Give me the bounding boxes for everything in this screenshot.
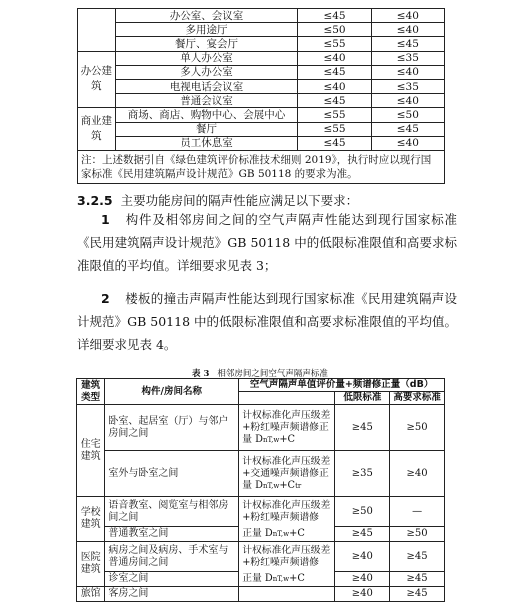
table-row (77, 497, 445, 527)
table-row (78, 94, 445, 108)
table-cell (78, 9, 116, 52)
quantity-cell: 正量 DnT,w+C (239, 572, 335, 587)
quantity-cell: 计权标准化声压级差+交通噪声频谱修正量 DnT,w+Ctr (239, 451, 335, 497)
table-cell: ≤50 (298, 23, 371, 37)
table-note-row (78, 150, 445, 183)
caption-title: 相邻房间之间空气声隔声标准 (217, 369, 328, 379)
category-cell: 医院建筑 (77, 542, 105, 587)
section-heading (77, 191, 358, 209)
table-row (77, 405, 445, 451)
table-row (78, 108, 445, 122)
table-cell: ≤40 (298, 79, 371, 93)
quantity-cell (239, 587, 335, 602)
table-cell: ≥50 (335, 497, 390, 527)
item-text: 楼板的撞击声隔声性能达到现行国家标准《民用建筑隔声设计规范》GB 50118 中的低限标准限值和高要求标准限值的平均值。详细要求见表 4。 (77, 291, 457, 352)
header-row (77, 379, 445, 392)
table-row (78, 37, 445, 51)
table-row (78, 9, 445, 23)
table-cell: 卧室、起居室（厅）与邻户房间之间 (105, 405, 239, 451)
quantity-cell: 计权标准化声压级差+粉红噪声频谱修 (239, 497, 335, 527)
table-cell: 员工休息室 (115, 136, 298, 150)
quantity-cell: 计权标准化声压级差+粉红噪声频谱修正量 DnT,w+C (239, 405, 335, 451)
table-cell: 普通会议室 (115, 94, 298, 108)
table-cell: ≤45 (298, 65, 371, 79)
table-row (77, 451, 445, 497)
table-cell: ≤35 (371, 79, 444, 93)
table-cell: ≥50 (390, 405, 445, 451)
table-cell: ≤45 (298, 94, 371, 108)
table-row (78, 136, 445, 150)
item-text: 构件及相邻房间之间的空气声隔声性能达到现行国家标准《民用建筑隔声设计规范》GB 50118 中的低限标准限值和高要求标准限值的平均值。详细要求见表 3； (77, 212, 457, 273)
table-cell: ≤45 (371, 37, 444, 51)
table-cell: ≥45 (390, 572, 445, 587)
caption-number: 表 3 (192, 369, 210, 379)
table-cell: 单人办公室 (115, 51, 298, 65)
table-cell: 普通教室之间 (105, 527, 239, 542)
header-blank (239, 392, 335, 405)
table-cell: ≥45 (390, 542, 445, 572)
table-cell: ≥40 (335, 542, 390, 572)
table-row (78, 65, 445, 79)
table-note: 注：上述数据引自《绿色建筑评价标准技术细则 2019》，执行时应以现行国家标准《民用建筑隔声设计规范》GB 50118 的要求为准。 (78, 150, 445, 183)
table-cell: 商场、商店、购物中心、会展中心 (115, 108, 298, 122)
category-cell: 住宅建筑 (77, 405, 105, 497)
header-type: 建筑类型 (77, 379, 105, 405)
table-row (78, 122, 445, 136)
section-title: 主要功能房间的隔声性能应满足以下要求： (120, 193, 359, 208)
table-cell: ≤40 (371, 9, 444, 23)
table-cell: 多人办公室 (115, 65, 298, 79)
category-cell: 商业建筑 (78, 108, 116, 151)
table-row (78, 79, 445, 93)
table-cell: ≤40 (371, 23, 444, 37)
item-number: 2 (101, 291, 110, 306)
table-cell: ≤55 (298, 37, 371, 51)
table-row (78, 51, 445, 65)
table-cell: ≥40 (390, 451, 445, 497)
table-row (77, 587, 445, 602)
table-cell: ≥45 (335, 405, 390, 451)
table-cell: ≥45 (390, 587, 445, 602)
table-cell: ≤40 (371, 94, 444, 108)
table-cell: ≤35 (371, 51, 444, 65)
noise-limit-table (77, 8, 445, 184)
table-cell: 室外与卧室之间 (105, 451, 239, 497)
header-room: 构件/房间名称 (105, 379, 239, 405)
table-cell: 客房之间 (105, 587, 239, 602)
category-cell: 办公建筑 (78, 51, 116, 108)
table-cell: 语音教室、阅览室与相邻房间之间 (105, 497, 239, 527)
table-cell: ≤45 (371, 122, 444, 136)
table-cell: 电视电话会议室 (115, 79, 298, 93)
table-row (77, 572, 445, 587)
table-cell: — (390, 497, 445, 527)
table-cell: ≥40 (335, 572, 390, 587)
item-number: 1 (101, 212, 110, 227)
quantity-cell: 计权标准化声压级差+粉红噪声频谱修 (239, 542, 335, 572)
table-cell: 病房之间及病房、手术室与普通房间之间 (105, 542, 239, 572)
table-cell: 多用途厅 (115, 23, 298, 37)
table-cell: 诊室之间 (105, 572, 239, 587)
paragraph-item-2 (77, 287, 457, 356)
header-high: 高要求标准 (390, 392, 445, 405)
table-cell: ≤45 (298, 136, 371, 150)
table-row (78, 23, 445, 37)
table-cell: ≥45 (335, 527, 390, 542)
table-cell: ≥35 (335, 451, 390, 497)
table-cell: ≤50 (371, 108, 444, 122)
table-cell: ≤55 (298, 122, 371, 136)
category-cell: 学校建筑 (77, 497, 105, 542)
section-number: 3.2.5 (77, 193, 113, 208)
paragraph-item-1 (77, 208, 457, 277)
table-row (77, 527, 445, 542)
table-cell: 餐厅 (115, 122, 298, 136)
table-row (77, 542, 445, 572)
table-cell: ≤45 (298, 9, 371, 23)
table-cell: ≥50 (390, 527, 445, 542)
category-cell: 旅馆 (77, 587, 105, 602)
table-cell: ≤40 (371, 136, 444, 150)
table-cell: ≤40 (298, 51, 371, 65)
header-low: 低限标准 (335, 392, 390, 405)
quantity-cell: 正量 DnT,w+C (239, 527, 335, 542)
table-cell: 餐厅、宴会厅 (115, 37, 298, 51)
airborne-insulation-table (76, 378, 445, 602)
header-group: 空气声隔声单值评价量+频谱修正量（dB） (239, 379, 445, 392)
table-cell: 办公室、会议室 (115, 9, 298, 23)
table-cell: ≥40 (335, 587, 390, 602)
table-cell: ≤55 (298, 108, 371, 122)
table-cell: ≤40 (371, 65, 444, 79)
